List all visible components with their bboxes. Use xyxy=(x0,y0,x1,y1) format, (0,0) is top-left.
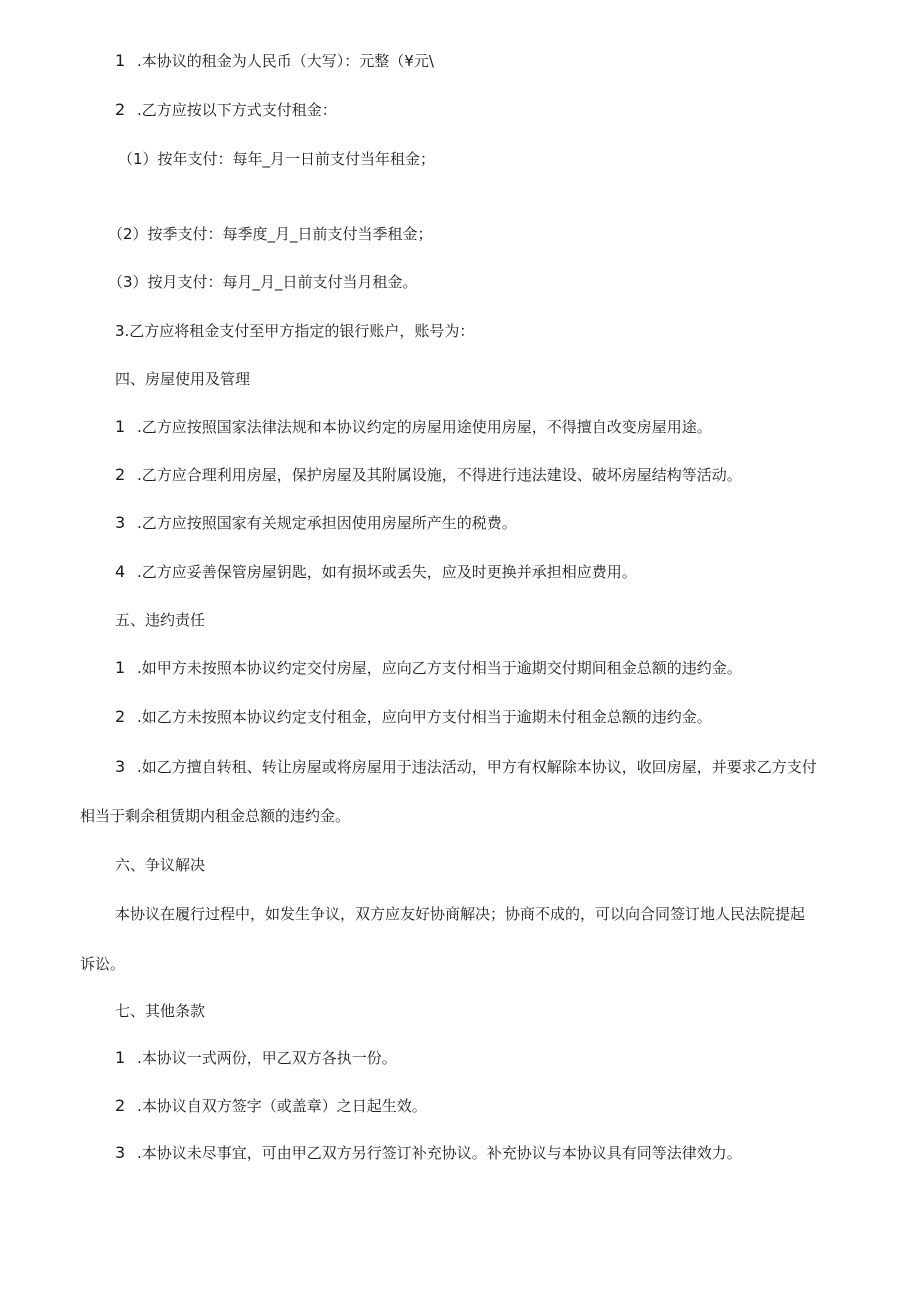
section-title: 五、违约责任 xyxy=(115,611,206,629)
item-number: 3 xyxy=(115,757,126,776)
paragraph-text: 诉讼。 xyxy=(80,955,126,973)
item-text: .乙方应按以下方式支付租金： xyxy=(137,101,337,119)
usage-item-4 xyxy=(115,562,637,582)
other-item-1 xyxy=(115,1048,397,1068)
item-text: .本协议自双方签字（或盖章）之日起生效。 xyxy=(137,1097,427,1115)
other-item-3 xyxy=(115,1143,742,1163)
usage-item-2 xyxy=(115,465,742,485)
item-text: .乙方应按照国家有关规定承担因使用房屋所产生的税费。 xyxy=(137,514,517,532)
item-text: 3.乙方应将租金支付至甲方指定的银行账户，账号为： xyxy=(115,322,475,340)
dispute-paragraph-continued xyxy=(80,954,125,974)
paragraph-text: 本协议在履行过程中，如发生争议，双方应友好协商解决；协商不成的，可以向合同签订地人民法院提起 xyxy=(115,905,806,923)
bank-account-item xyxy=(115,321,474,341)
item-number: 4 xyxy=(115,562,126,581)
liability-item-3-continued xyxy=(80,806,350,826)
item-number: 3 xyxy=(115,1143,126,1162)
payment-annual xyxy=(118,149,435,169)
dispute-paragraph xyxy=(115,904,805,924)
rent-amount-item xyxy=(115,51,434,71)
item-text: .如乙方擅自转租、转让房屋或将房屋用于违法活动，甲方有权解除本协议，收回房屋，并要求乙方支付 xyxy=(137,758,817,776)
payment-monthly xyxy=(108,272,418,292)
item-text: （3）按月支付：每月_月_日前支付当月租金。 xyxy=(108,273,418,291)
item-number: 2 xyxy=(115,1096,126,1115)
item-text: .本协议的租金为人民币（大写）：元整（¥元\ xyxy=(137,52,434,70)
payment-method-item xyxy=(115,100,337,120)
section-heading-other xyxy=(115,1001,205,1021)
usage-item-1 xyxy=(115,417,712,437)
section-heading-dispute xyxy=(115,855,205,875)
section-title: 六、争议解决 xyxy=(115,856,206,874)
item-text: .如甲方未按照本协议约定交付房屋，应向乙方支付相当于逾期交付期间租金总额的违约金。 xyxy=(137,659,742,677)
item-text: （1）按年支付：每年_月一日前支付当年租金； xyxy=(118,150,436,168)
item-number: 1 xyxy=(115,658,126,677)
liability-item-2 xyxy=(115,707,712,727)
liability-item-3 xyxy=(115,757,817,777)
item-number: 2 xyxy=(115,465,126,484)
item-text: .如乙方未按照本协议约定支付租金，应向甲方支付相当于逾期未付租金总额的违约金。 xyxy=(137,708,712,726)
item-number: 2 xyxy=(115,707,126,726)
section-heading-liability xyxy=(115,610,205,630)
liability-item-1 xyxy=(115,658,742,678)
item-text: （2）按季支付：每季度_月_日前支付当季租金； xyxy=(108,225,433,243)
item-text: .本协议一式两份，甲乙双方各执一份。 xyxy=(137,1049,397,1067)
payment-quarterly xyxy=(108,224,433,244)
usage-item-3 xyxy=(115,513,517,533)
item-text: .本协议未尽事宜，可由甲乙双方另行签订补充协议。补充协议与本协议具有同等法律效力。 xyxy=(137,1144,742,1162)
item-text: .乙方应按照国家法律法规和本协议约定的房屋用途使用房屋，不得擅自改变房屋用途。 xyxy=(137,418,712,436)
item-number: 1 xyxy=(115,417,126,436)
item-text: 相当于剩余租赁期内租金总额的违约金。 xyxy=(80,807,351,825)
section-title: 四、房屋使用及管理 xyxy=(115,370,251,388)
item-number: 1 xyxy=(115,51,126,70)
section-title: 七、其他条款 xyxy=(115,1002,206,1020)
section-heading-usage xyxy=(115,369,250,389)
item-number: 2 xyxy=(115,100,126,119)
item-number: 3 xyxy=(115,513,126,532)
item-text: .乙方应合理利用房屋，保护房屋及其附属设施，不得进行违法建设、破坏房屋结构等活动。 xyxy=(137,466,742,484)
other-item-2 xyxy=(115,1096,427,1116)
item-text: .乙方应妥善保管房屋钥匙，如有损坏或丢失，应及时更换并承担相应费用。 xyxy=(137,563,637,581)
item-number: 1 xyxy=(115,1048,126,1067)
